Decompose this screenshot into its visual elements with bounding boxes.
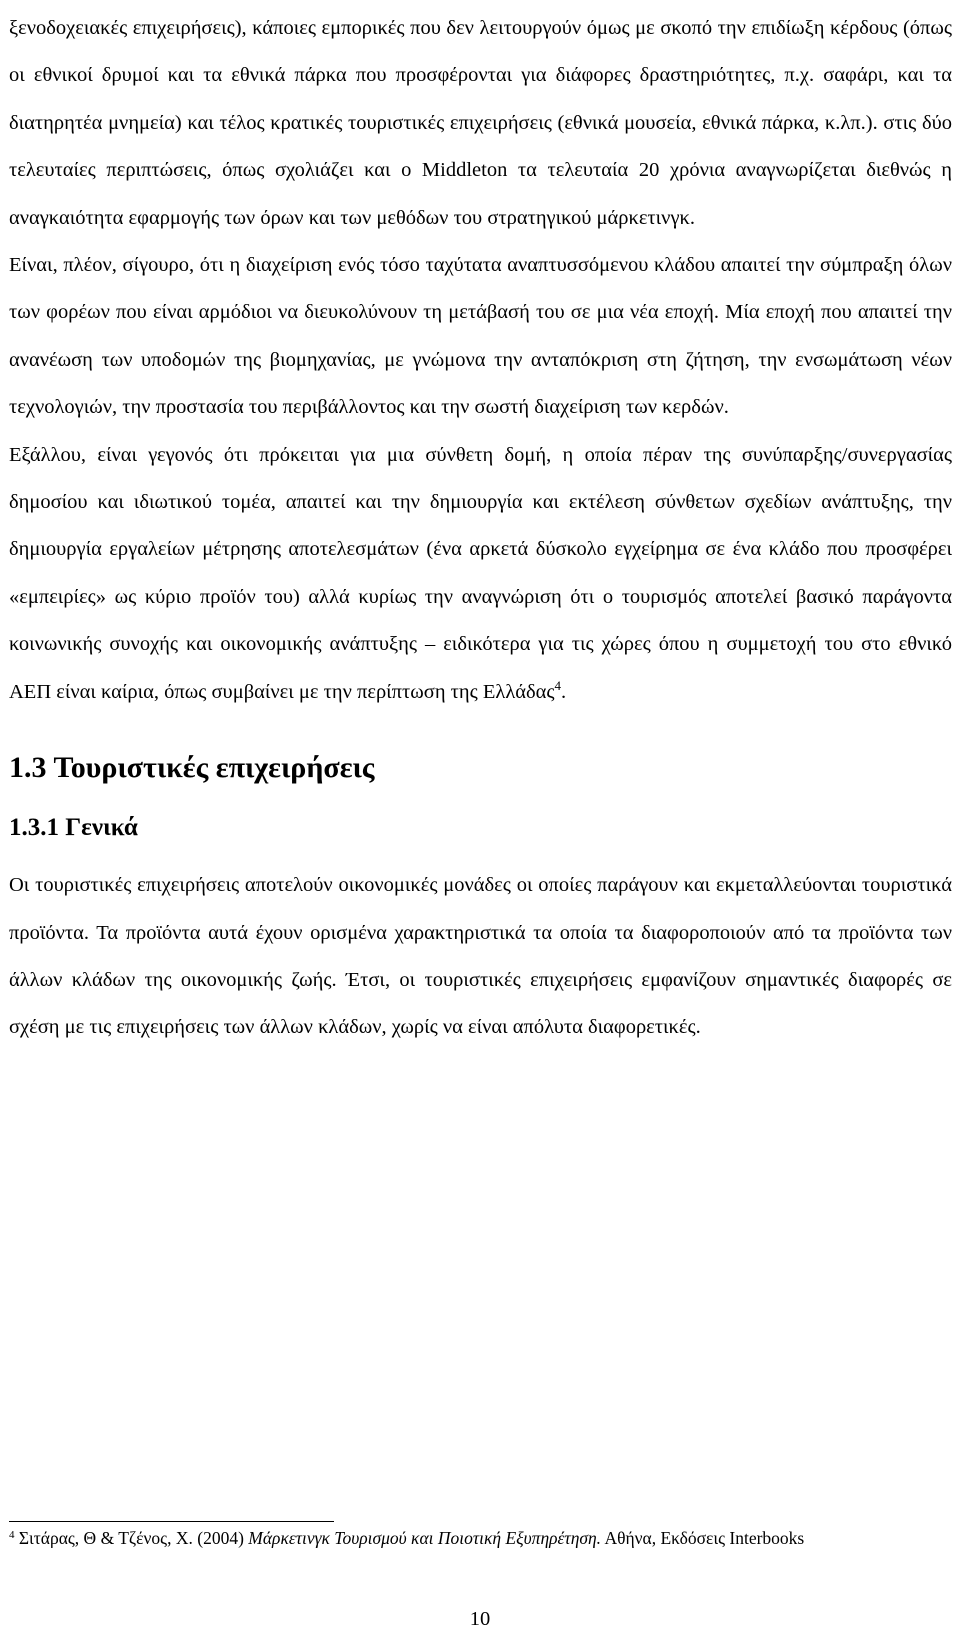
section-heading: 1.3 Τουριστικές επιχειρήσεις — [9, 751, 375, 785]
page-content — [9, 0, 952, 1052]
footnote-marker: 4 — [9, 1529, 15, 1541]
footnote-reference: 4 — [554, 677, 562, 693]
footnote — [9, 1528, 952, 1549]
page-number: 10 — [469, 1608, 491, 1630]
paragraph-4: Οι τουριστικές επιχειρήσεις αποτελούν οικονομικές μονάδες οι οποίες παράγουν και εκμεταλλεύονται τουριστικά προϊόντα. Τα προϊόντα αυτά έχουν ορισμένα χαρακτηριστικά τα οποία τα διαφοροποιούν από τα προϊόντα των άλλων κλάδων της οικονομικής ζωής. Έτσι, οι τουριστικές επιχειρήσεις εμφανίζουν σημαντικές διαφορές σε σχέση με τις επιχειρήσεις των άλλων κλάδων, χωρίς να είναι απόλυτα διαφορετικές. — [9, 874, 952, 1039]
paragraph-3-end: . — [561, 680, 567, 703]
footnote-title: Μάρκετινγκ Τουρισμού και Ποιοτική Εξυπηρέτηση. — [248, 1528, 602, 1548]
paragraph-3-text: Εξάλλου, είναι γεγονός ότι πρόκειται για μια σύνθετη δομή, η οποία πέραν της συνύπαρξης/συνεργασίας δημοσίου και ιδιωτικού τομέα, απαιτεί και την δημιουργία και εκτέλεση σύνθετων σχεδίων ανάπτυξης, την δημιουργία εργαλείων μέτρησης αποτελεσμάτων (ένα αρκετά δύσκολο εγχείρημα σε ένα κλάδο που προσφέρει «εμπειρίες» ως κύριο προϊόν του) αλλά κυρίως την αναγνώριση ότι ο τουρισμός αποτελεί βασικό παράγοντα κοινωνικής συνοχής και οικονομικής ανάπτυξης – ειδικότερα για τις χώρες όπου η συμμετοχή του στο εθνικό ΑΕΠ είναι καίρια, όπως συμβαίνει με την περίπτωση της Ελλάδας — [9, 443, 952, 703]
paragraph-1: ξενοδοχειακές επιχειρήσεις), κάποιες εμπορικές που δεν λειτουργούν όμως με σκοπό την επιδίωξη κέρδους (όπως οι εθνικοί δρυμοί και τα εθνικά πάρκα που προσφέρονται για διάφορες δραστηριότητες, π.χ. σαφάρι, και τα διατηρητέα μνημεία) και τέλος κρατικές τουριστικές επιχειρήσεις (εθνικά μουσεία, εθνικά πάρκα, κ.λπ.). στις δύο τελευταίες περιπτώσεις, όπως σχολιάζει και ο Middleton τα τελευταία 20 χρόνια αναγνωρίζεται διεθνώς η αναγκαιότητα εφαρμογής των όρων και των μεθόδων του στρατηγικού μάρκετινγκ. — [9, 17, 952, 229]
footnote-divider — [9, 1521, 334, 1522]
paragraph-2: Είναι, πλέον, σίγουρο, ότι η διαχείριση ενός τόσο ταχύτατα αναπτυσσόμενου κλάδου απαιτεί την σύμπραξη όλων των φορέων που είναι αρμόδιοι να διευκολύνουν τη μετάβασή του σε μια νέα εποχή. Μία εποχή που απαιτεί την ανανέωση των υποδομών της βιομηχανίας, με γνώμονα την ανταπόκριση στη ζήτηση, την ενσωμάτωση νέων τεχνολογιών, την προστασία του περιβάλλοντος και την σωστή διαχείριση των κερδών. — [9, 254, 952, 419]
footnote-authors: Σιτάρας, Θ & Τζένος, Χ. (2004) — [14, 1528, 249, 1548]
paragraph-3 — [9, 432, 952, 716]
subsection-heading: 1.3.1 Γενικά — [9, 814, 138, 842]
footnote-publisher: Αθήνα, Εκδόσεις Interbooks — [601, 1528, 805, 1548]
